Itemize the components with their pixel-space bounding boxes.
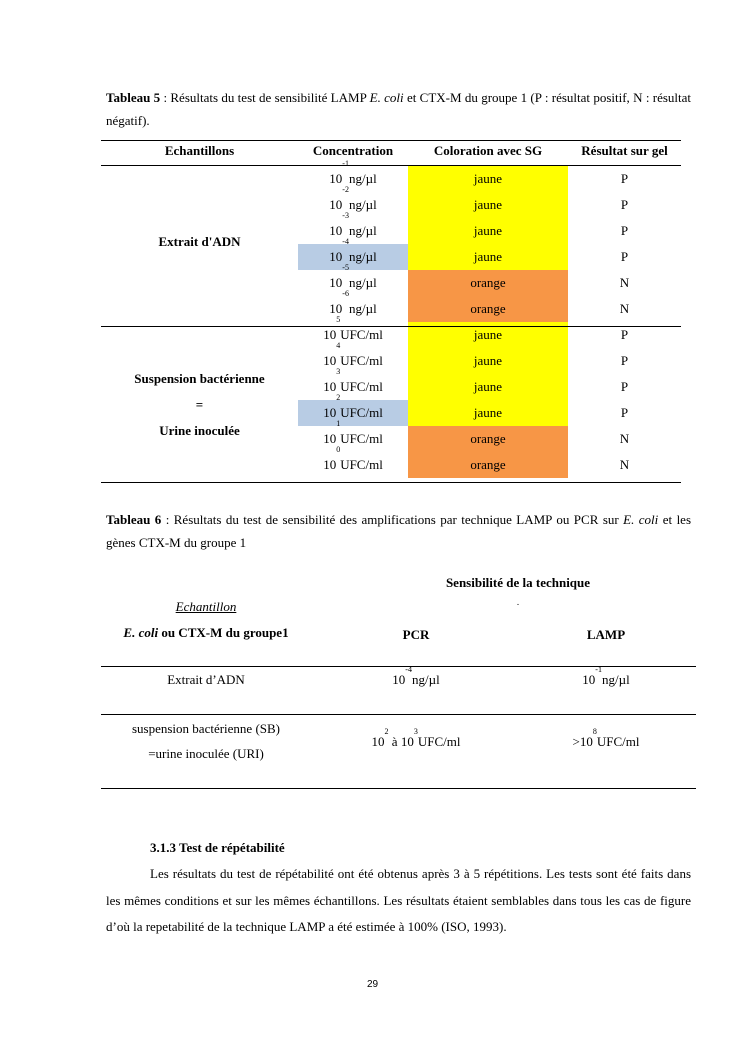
table5-result-cell: N <box>619 275 630 290</box>
table5-result-cell: P <box>620 379 629 394</box>
page-number: 29 <box>366 979 379 990</box>
table5-concentration-cell <box>298 393 408 426</box>
table5-result-cell: P <box>620 405 629 420</box>
concentration-unit: ng/µl <box>348 197 377 212</box>
table5-caption <box>106 86 691 132</box>
table5-coloration-cell: jaune <box>408 322 568 348</box>
table5-coloration-cell: jaune <box>408 400 568 426</box>
table6-row1-lamp-base: 10 <box>582 672 596 687</box>
table5-coloration-cell: jaune <box>408 166 568 192</box>
table6-row2-lamp-unit: UFC/ml <box>596 734 640 749</box>
table6-row2-pcr-unit: UFC/ml <box>417 734 461 749</box>
table5-caption-text: : Résultats du test de sensibilité LAMP <box>160 90 370 105</box>
table6-row2-pcr-a-exp: 2 <box>384 727 389 736</box>
table6-row1-lamp-unit: ng/µl <box>601 672 630 687</box>
table6-row2-pcr-mid: à 10 <box>388 734 414 749</box>
table6-row1-sample: Extrait d’ADN <box>167 672 245 687</box>
concentration-unit: ng/µl <box>348 171 377 186</box>
table6-row2-lamp-prefix: >10 <box>572 734 593 749</box>
table5-concentration-cell <box>298 289 408 322</box>
table5-top-rule <box>101 140 681 141</box>
table6-col-pcr: PCR <box>402 627 430 642</box>
table6-row1-pcr-exp: -4 <box>405 665 412 674</box>
concentration-base: 10 <box>329 171 343 186</box>
concentration-base: 10 <box>329 197 343 212</box>
table5-concentration-cell <box>298 159 408 192</box>
table5-coloration-cell: jaune <box>408 348 568 374</box>
table6-row2-pcr-b-exp: 3 <box>413 727 418 736</box>
concentration-exponent: 4 <box>336 341 341 350</box>
concentration-base: 10 <box>329 275 343 290</box>
concentration-unit: ng/µl <box>348 249 377 264</box>
table6-col-lamp: LAMP <box>586 627 626 642</box>
table6-row2-pcr <box>336 727 496 750</box>
table5-caption-italic: E. coli <box>369 90 404 105</box>
table5-concentration-cell <box>298 445 408 478</box>
table6-caption-text: : Résultats du test de sensibilité des amplifications par technique LAMP ou PCR sur <box>161 512 624 527</box>
table6-row1-pcr-unit: ng/µl <box>411 672 440 687</box>
table5-concentration-cell <box>298 211 408 244</box>
table6-row2-sample-line2: =urine inoculée (URI) <box>148 746 264 761</box>
concentration-base: 10 <box>323 379 337 394</box>
table5-coloration-cell: jaune <box>408 244 568 270</box>
table5-header-coloration: Coloration avec SG <box>433 143 543 158</box>
concentration-exponent: -2 <box>342 185 349 194</box>
concentration-unit: UFC/ml <box>340 353 383 368</box>
table5-concentration-cell <box>298 185 408 218</box>
table6-row2-sample-line1: suspension bactérienne (SB) <box>131 721 281 736</box>
concentration-exponent: -5 <box>342 263 349 272</box>
table5-coloration-cell: jaune <box>408 218 568 244</box>
concentration-exponent: -1 <box>342 159 349 168</box>
concentration-exponent: -3 <box>342 211 349 220</box>
table5-caption-text-end: et CTX-M du groupe 1 (P : résultat positif, N : résultat négatif). <box>106 90 692 128</box>
concentration-unit: ng/µl <box>348 301 377 316</box>
concentration-base: 10 <box>323 457 337 472</box>
table6-rule-3 <box>101 788 696 789</box>
concentration-base: 10 <box>323 353 337 368</box>
concentration-exponent: -4 <box>342 237 349 246</box>
concentration-unit: UFC/ml <box>340 405 383 420</box>
table5-result-cell: P <box>620 197 629 212</box>
table5-result-cell: N <box>619 301 630 316</box>
table5-coloration-cell: orange <box>408 452 568 478</box>
table6-row1-lamp-exp: -1 <box>595 665 602 674</box>
table5-result-cell: N <box>619 457 630 472</box>
table6-caption-text-end: et les gènes CTX-M du groupe 1 <box>106 512 692 550</box>
concentration-exponent: 1 <box>336 419 341 428</box>
table5-concentration-cell <box>298 341 408 374</box>
concentration-base: 10 <box>323 405 337 420</box>
table5-group-suspension-line2: = <box>195 397 204 412</box>
table5-coloration-cell: orange <box>408 270 568 296</box>
table6-caption-label: Tableau 6 <box>106 512 162 527</box>
table5-coloration-cell: orange <box>408 296 568 322</box>
concentration-unit: ng/µl <box>348 223 377 238</box>
concentration-exponent: 3 <box>336 367 341 376</box>
table6-ecoli-italic: E. coli <box>123 625 159 640</box>
table5-result-cell: P <box>620 327 629 342</box>
concentration-unit: UFC/ml <box>340 457 383 472</box>
table6-row1-lamp <box>546 665 666 688</box>
concentration-exponent: -6 <box>342 289 349 298</box>
table6-row2-lamp <box>536 727 676 750</box>
concentration-unit: ng/µl <box>348 275 377 290</box>
table5-group-adn: Extrait d'ADN <box>158 234 241 249</box>
table6-rule-2 <box>101 714 696 715</box>
table5-concentration-cell <box>298 263 408 296</box>
concentration-unit: UFC/ml <box>340 431 383 446</box>
table6-row2-pcr-a: 10 <box>371 734 385 749</box>
table5-group-suspension-line3: Urine inoculée <box>159 423 240 438</box>
concentration-exponent: 2 <box>336 393 341 402</box>
table5-bottom-rule-right <box>298 482 681 483</box>
table6-ecoli-rest: ou CTX-M du groupe1 <box>158 625 289 640</box>
table5-header-concentration: Concentration <box>312 143 394 158</box>
table5-result-cell: P <box>620 249 629 264</box>
table5-result-cell: P <box>620 171 629 186</box>
concentration-exponent: 0 <box>336 445 341 454</box>
table5-group-rule <box>101 326 681 327</box>
table5-result-cell: P <box>620 353 629 368</box>
table5-bottom-rule-left <box>101 482 298 483</box>
concentration-base: 10 <box>329 301 343 316</box>
table6-dot: . <box>516 597 520 607</box>
table5-result-cell: P <box>620 223 629 238</box>
table5-coloration-cell: orange <box>408 426 568 452</box>
concentration-base: 10 <box>323 327 337 342</box>
concentration-base: 10 <box>329 249 343 264</box>
table6-caption <box>106 508 691 554</box>
table6-row1-pcr-base: 10 <box>392 672 406 687</box>
table5-header-echantillons: Echantillons <box>164 143 235 158</box>
table5-group-suspension-line1: Suspension bactérienne <box>134 371 265 386</box>
table5-coloration-cell: jaune <box>408 374 568 400</box>
table6-echantillon-label: Echantillon <box>175 599 237 614</box>
table5-concentration-cell <box>298 237 408 270</box>
section-paragraph: Les résultats du test de répétabilité ont été obtenus après 3 à 5 répétitions. Les tests sont été faits dans les mêmes conditions et sur les mêmes échantillons. Les résultats étaient semblables dans tous les cas de figure d’où la repetabilité de la technique LAMP a été estimée à 100% (ISO, 1993). <box>106 866 691 934</box>
table5-concentration-cell <box>298 419 408 452</box>
table6-ecoli-label <box>101 625 311 641</box>
table6-rule-1 <box>101 666 696 667</box>
table6-row1-pcr <box>356 665 476 688</box>
concentration-unit: UFC/ml <box>340 379 383 394</box>
table6-sensibilite-header: Sensibilité de la technique <box>445 575 591 590</box>
table5-concentration-cell <box>298 367 408 400</box>
table5-header-resultat: Résultat sur gel <box>581 143 668 158</box>
concentration-exponent: 5 <box>336 315 341 324</box>
table5-result-cell: N <box>619 431 630 446</box>
table6-row2-lamp-exp: 8 <box>592 727 597 736</box>
section-heading: 3.1.3 Test de répétabilité <box>150 840 285 855</box>
concentration-unit: UFC/ml <box>340 327 383 342</box>
table6-caption-italic: E. coli <box>623 512 659 527</box>
table5-group-suspension <box>101 366 298 444</box>
concentration-base: 10 <box>329 223 343 238</box>
table5-caption-label: Tableau 5 <box>106 90 161 105</box>
table5-coloration-cell: jaune <box>408 192 568 218</box>
concentration-base: 10 <box>323 431 337 446</box>
